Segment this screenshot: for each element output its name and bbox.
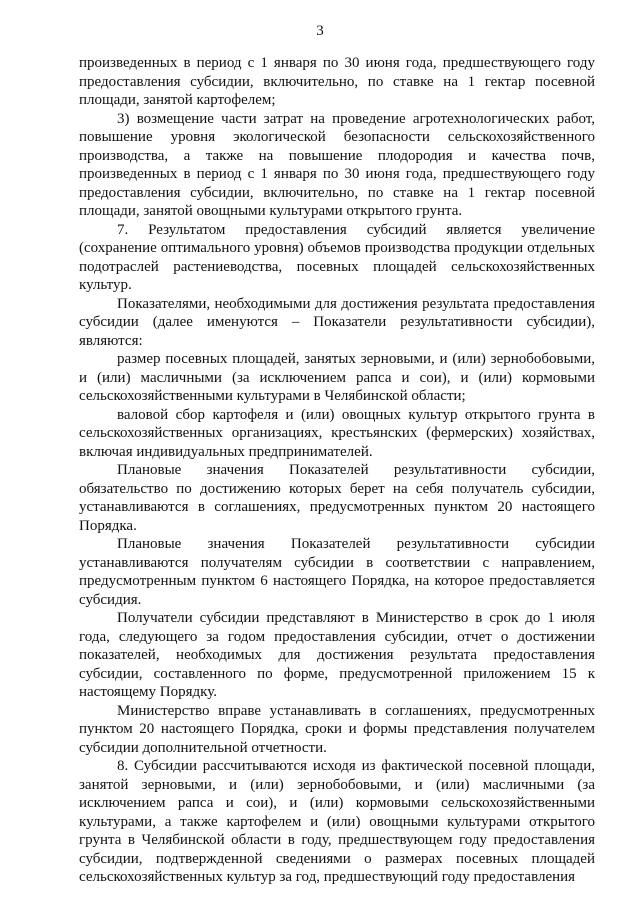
page-number: 3 xyxy=(316,23,324,39)
paragraph-ministry-rights: Министерство вправе устанавливать в соглашениях, предусмотренных пунктом 20 настоящего Порядка, сроки и формы представления получателем субсидии дополнительной отчетности. xyxy=(79,702,595,756)
paragraph-indicators-intro: Показателями, необходимыми для достижения результата предоставления субсидии (далее именуются – Показатели результативности субсидии), являются: xyxy=(79,295,595,349)
paragraph-point-8: 8. Субсидии рассчитываются исходя из фактической посевной площади, занятой зерновыми, и (или) зернобобовыми, и (или) масличными (за исключением рапса и сои), и (или) кормовыми сельскохозяйственными культурами, а также картофелем и (или) овощными культурами открытого грунта в Челябинской области в году, предшествующем году предоставления субсидии, подтвержденной сведениями о размерах посевных площадей сельскохозяйственных культур за год, предшествующий году предоставления xyxy=(79,758,595,885)
paragraph-report: Получатели субсидии представляют в Министерство в срок до 1 июля года, следующего за годом предоставления субсидии, отчет о достижении показателей, необходимых для достижения результата предоставления субсидии, составленного по форме, предусмотренной приложением 15 к настоящему Порядку. xyxy=(79,610,595,700)
paragraph-planned-values: Плановые значения Показателей результативности субсидии, обязательство по достижению которых берет на себя получатель субсидии, устанавливаются в соглашениях, предусмотренных пунктом 20 настоящего Порядка. xyxy=(79,462,595,534)
document-body xyxy=(79,54,595,887)
paragraph-indicator-harvest: валовой сбор картофеля и (или) овощных культур открытого грунта в сельскохозяйственных организациях, крестьянских (фермерских) хозяйствах, включая индивидуальных предпринимателей. xyxy=(79,406,595,460)
paragraph-item-3: 3) возмещение части затрат на проведение агротехнологических работ, повышение уровня экологической безопасности сельскохозяйственного производства, а также на повышение плодородия и качества почв, произведенных в период с 1 января по 30 июня года, предшествующего году предоставления субсидии, включительно, по ставке на 1 гектар посевной площади, занятой овощными культурами открытого грунта. xyxy=(79,110,595,219)
paragraph-indicator-area: размер посевных площадей, занятых зерновыми, и (или) зернобобовыми, и (или) масличными (за исключением рапса и сои), и (или) кормовыми сельскохозяйственными культурами в Челябинской области; xyxy=(79,351,595,404)
paragraph-continuation: произведенных в период с 1 января по 30 июня года, предшествующего году предоставления субсидии, включительно, по ставке на 1 гектар посевной площади, занятой картофелем; xyxy=(79,55,595,108)
paragraph-point-7: 7. Результатом предоставления субсидий является увеличение (сохранение оптимального уровня) объемов производства продукции отдельных подотраслей растениеводства, посевных площадей сельскохозяйственных культур. xyxy=(79,221,595,293)
paragraph-planned-values-direction: Плановые значения Показателей результативности субсидии устанавливаются получателям субсидии в соответствии с направлением, предусмотренным пунктом 6 настоящего Порядка, на которое предоставляется субсидия. xyxy=(79,536,595,608)
